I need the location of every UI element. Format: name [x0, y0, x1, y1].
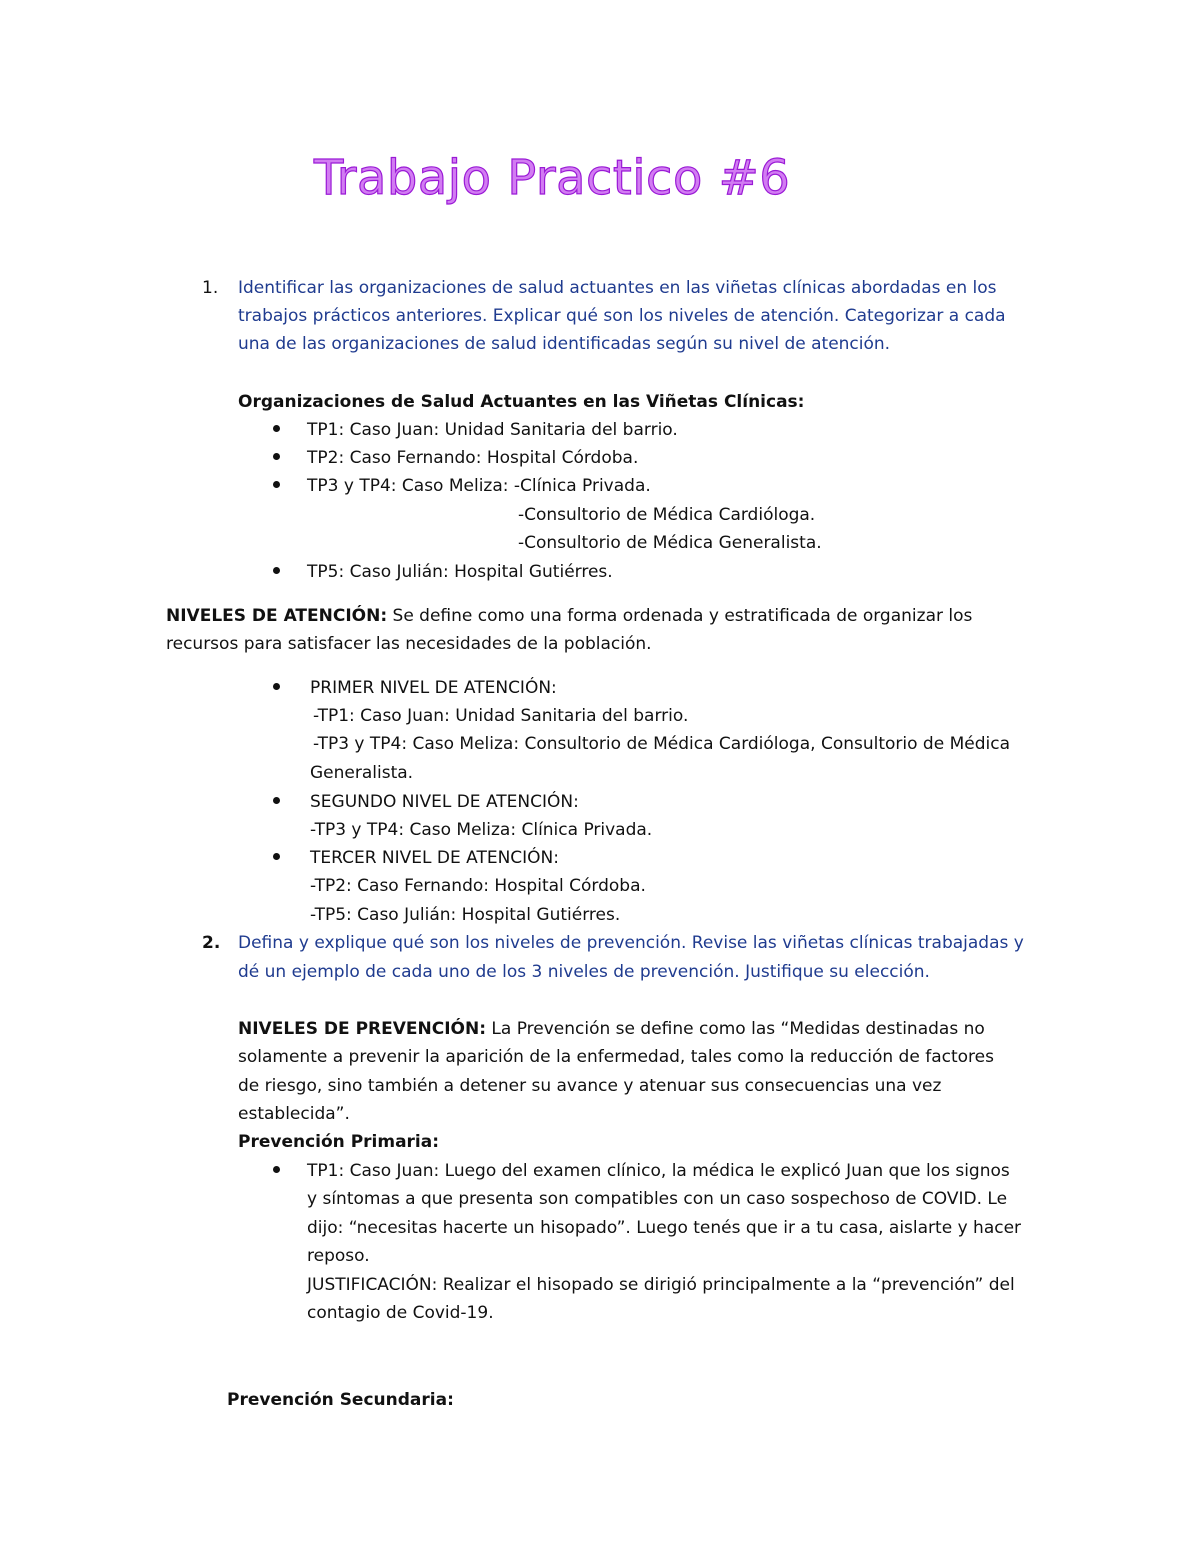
org-item: TP5: Caso Julián: Hospital Gutiérres.: [307, 562, 613, 582]
prevencion-primaria-line: dijo: “necesitas hacerte un hisopado”. Luego tenés que ir a tu casa, aislarte y hacer: [307, 1218, 1022, 1238]
bullet-icon: [273, 853, 280, 860]
primer-nivel-line: Generalista.: [310, 763, 414, 783]
bullet-icon: [273, 797, 280, 804]
niveles-atencion-text: Se define como una forma ordenada y estratificada de organizar los: [387, 606, 973, 626]
niveles-prevencion-text: establecida”.: [238, 1104, 350, 1124]
org-item: TP1: Caso Juan: Unidad Sanitaria del barrio.: [307, 420, 678, 440]
bullet-icon: [273, 1166, 280, 1173]
bullet-icon: [273, 683, 280, 690]
question-2-number: 2.: [202, 933, 221, 953]
question-1-line: Identificar las organizaciones de salud actuantes en las viñetas clínicas abordadas en los: [238, 278, 997, 298]
tercer-nivel-line: -TP2: Caso Fernando: Hospital Córdoba.: [310, 876, 646, 896]
document-title: Trabajo Practico #6: [314, 150, 791, 206]
orgs-heading: Organizaciones de Salud Actuantes en las Viñetas Clínicas:: [238, 392, 805, 412]
bullet-icon: [273, 425, 280, 432]
niveles-atencion-text: recursos para satisfacer las necesidades de la población.: [166, 634, 652, 654]
niveles-prevencion-text: solamente a prevenir la aparición de la enfermedad, tales como la reducción de factores: [238, 1047, 994, 1067]
bullet-icon: [273, 453, 280, 460]
prevencion-primaria-line: y síntomas a que presenta son compatibles con un caso sospechoso de COVID. Le: [307, 1189, 1008, 1209]
bullet-icon: [273, 567, 280, 574]
niveles-atencion-definition: [166, 606, 972, 626]
segundo-nivel-line: -TP3 y TP4: Caso Meliza: Clínica Privada.: [310, 820, 653, 840]
question-1-number: 1.: [202, 278, 219, 298]
niveles-prevencion-definition: [238, 1019, 985, 1039]
question-2-line: dé un ejemplo de cada uno de los 3 niveles de prevención. Justifique su elección.: [238, 962, 930, 982]
bullet-icon: [273, 481, 280, 488]
prevencion-primaria-justificacion: JUSTIFICACIÓN: Realizar el hisopado se dirigió principalmente a la “prevención” del: [307, 1275, 1015, 1295]
org-sub-item: -Consultorio de Médica Generalista.: [518, 533, 822, 553]
niveles-atencion-label: NIVELES DE ATENCIÓN:: [166, 606, 388, 626]
prevencion-primaria-line: reposo.: [307, 1246, 370, 1266]
org-item: TP3 y TP4: Caso Meliza: -Clínica Privada.: [307, 476, 651, 496]
question-1-line: trabajos prácticos anteriores. Explicar qué son los niveles de atención. Categorizar a cada: [238, 306, 1006, 326]
prevencion-primaria-line: TP1: Caso Juan: Luego del examen clínico, la médica le explicó Juan que los signos: [307, 1161, 1010, 1181]
niveles-prevencion-text: La Prevención se define como las “Medidas destinadas no: [486, 1019, 985, 1039]
segundo-nivel-heading: SEGUNDO NIVEL DE ATENCIÓN:: [310, 792, 579, 812]
tercer-nivel-line: -TP5: Caso Julián: Hospital Gutiérres.: [310, 905, 621, 925]
primer-nivel-line: -TP3 y TP4: Caso Meliza: Consultorio de Médica Cardióloga, Consultorio de Médica: [313, 734, 1010, 754]
prevencion-secundaria-heading: Prevención Secundaria:: [227, 1390, 454, 1410]
primer-nivel-heading: PRIMER NIVEL DE ATENCIÓN:: [310, 678, 557, 698]
prevencion-primaria-justificacion: contagio de Covid-19.: [307, 1303, 494, 1323]
prevencion-primaria-heading: Prevención Primaria:: [238, 1132, 440, 1152]
niveles-prevencion-label: NIVELES DE PREVENCIÓN:: [238, 1019, 487, 1039]
org-item: TP2: Caso Fernando: Hospital Córdoba.: [307, 448, 639, 468]
niveles-prevencion-text: de riesgo, sino también a detener su avance y atenuar sus consecuencias una vez: [238, 1076, 942, 1096]
primer-nivel-line: -TP1: Caso Juan: Unidad Sanitaria del barrio.: [313, 706, 689, 726]
question-1-line: una de las organizaciones de salud identificadas según su nivel de atención.: [238, 334, 891, 354]
question-2-line: Defina y explique qué son los niveles de prevención. Revise las viñetas clínicas trabajadas y: [238, 933, 1024, 953]
tercer-nivel-heading: TERCER NIVEL DE ATENCIÓN:: [310, 848, 559, 868]
org-sub-item: -Consultorio de Médica Cardióloga.: [518, 505, 816, 525]
